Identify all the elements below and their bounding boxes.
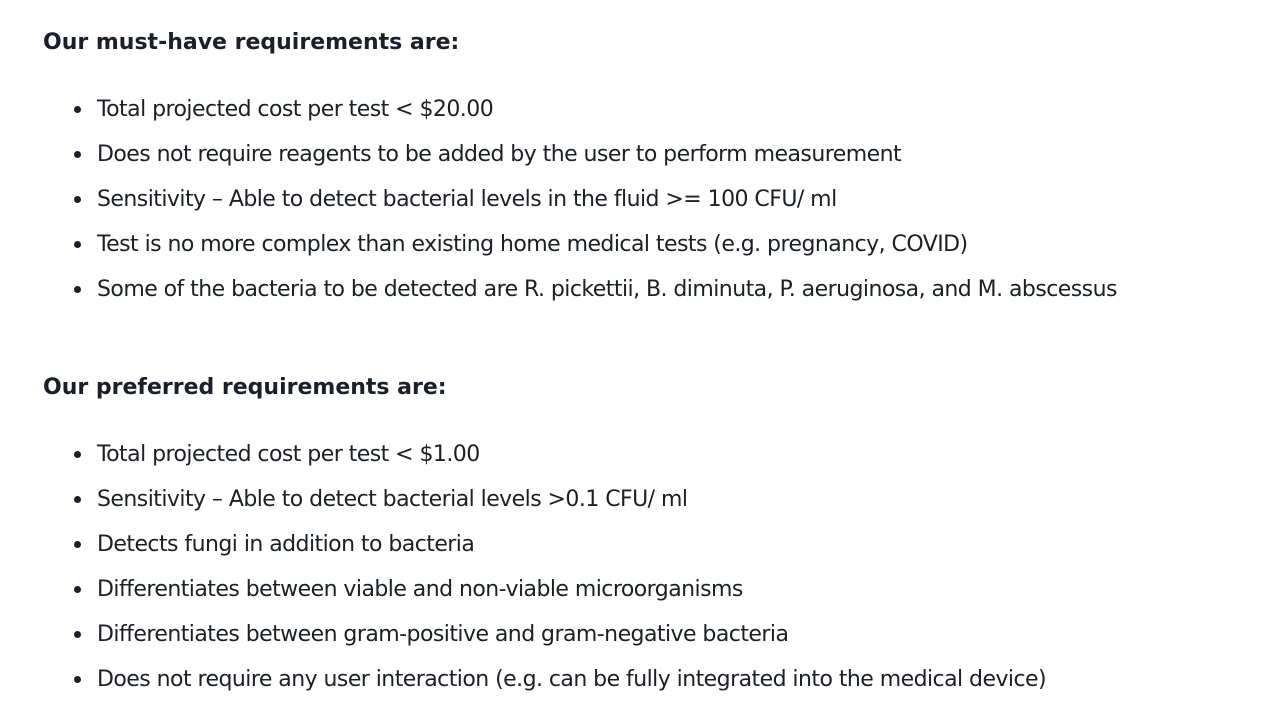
list-item xyxy=(0,87,1117,132)
bullet-icon xyxy=(74,106,81,113)
list-item-text: Sensitivity – Able to detect bacterial levels in the fluid >= 100 CFU/ ml xyxy=(97,187,837,212)
bullet-icon xyxy=(74,541,81,548)
bullet-icon xyxy=(74,241,81,248)
list-item xyxy=(0,567,1046,612)
list-item xyxy=(0,657,1046,702)
list-item xyxy=(0,177,1117,222)
bullet-icon xyxy=(74,586,81,593)
list-item-text: Detects fungi in addition to bacteria xyxy=(97,532,475,557)
bullet-icon xyxy=(74,676,81,683)
list-item-text: Does not require any user interaction (e.g. can be fully integrated into the medical device) xyxy=(97,667,1047,692)
bullet-icon xyxy=(74,451,81,458)
list-item-text: Test is no more complex than existing home medical tests (e.g. pregnancy, COVID) xyxy=(97,232,968,257)
list-item xyxy=(0,432,1046,477)
list-item-text: Sensitivity – Able to detect bacterial levels >0.1 CFU/ ml xyxy=(97,487,688,512)
bullet-icon xyxy=(74,151,81,158)
preferred-list xyxy=(0,432,1046,702)
list-item-text: Total projected cost per test < $20.00 xyxy=(97,97,494,122)
list-item xyxy=(0,522,1046,567)
list-item xyxy=(0,477,1046,522)
list-item xyxy=(0,612,1046,657)
list-item xyxy=(0,267,1117,312)
list-item-text: Differentiates between gram-positive and gram-negative bacteria xyxy=(97,622,789,647)
bullet-icon xyxy=(74,631,81,638)
list-item-text: Does not require reagents to be added by the user to perform measurement xyxy=(97,142,902,167)
must-have-list xyxy=(0,87,1117,312)
preferred-heading: Our preferred requirements are: xyxy=(43,375,447,400)
list-item-text: Differentiates between viable and non-viable microorganisms xyxy=(97,577,743,602)
bullet-icon xyxy=(74,286,81,293)
must-have-heading: Our must-have requirements are: xyxy=(43,30,460,55)
bullet-icon xyxy=(74,496,81,503)
list-item xyxy=(0,132,1117,177)
list-item-text: Some of the bacteria to be detected are R. pickettii, B. diminuta, P. aeruginosa, and M. abscessus xyxy=(97,277,1117,302)
bullet-icon xyxy=(74,196,81,203)
list-item-text: Total projected cost per test < $1.00 xyxy=(97,442,480,467)
list-item xyxy=(0,222,1117,267)
